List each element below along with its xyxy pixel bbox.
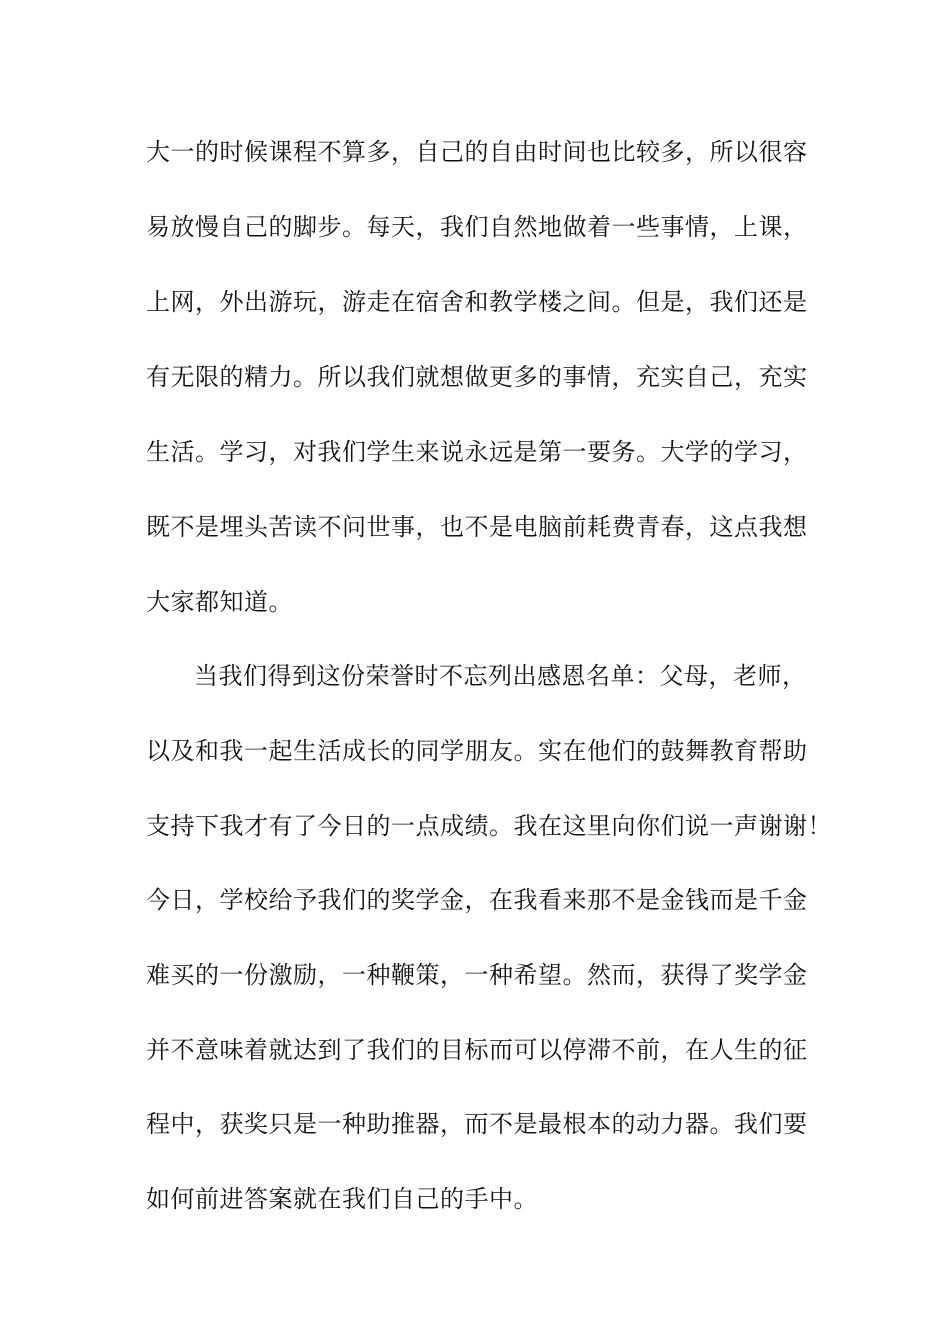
paragraph-2-line-3: 支持下我才有了今日的一点成绩。我在这里向你们说一声谢谢！ xyxy=(146,812,832,840)
paragraph-2-line-5: 难买的一份激励，一种鞭策，一种希望。然而，获得了奖学金 xyxy=(146,961,808,989)
paragraph-2-line-6: 并不意味着就达到了我们的目标而可以停滞不前，在人生的征 xyxy=(146,1036,808,1064)
paragraph-1-line-6: 既不是埋头苦读不问世事，也不是电脑前耗费青春，这点我想 xyxy=(146,513,808,541)
paragraph-1-line-3: 上网，外出游玩，游走在宿舍和教学楼之间。但是，我们还是 xyxy=(146,288,808,316)
paragraph-2-line-2: 以及和我一起生活成长的同学朋友。实在他们的鼓舞教育帮助 xyxy=(146,737,808,765)
paragraph-2-line-7: 程中，获奖只是一种助推器，而不是最根本的动力器。我们要 xyxy=(146,1110,808,1138)
paragraph-2-line-4: 今日，学校给予我们的奖学金，在我看来那不是金钱而是千金 xyxy=(146,886,808,914)
paragraph-1-line-7: 大家都知道。 xyxy=(146,588,293,616)
paragraph-2-line-8: 如何前进答案就在我们自己的手中。 xyxy=(146,1185,538,1213)
paragraph-1-line-1: 大一的时候课程不算多，自己的自由时间也比较多，所以很容 xyxy=(146,138,808,166)
paragraph-1-line-5: 生活。学习，对我们学生来说永远是第一要务。大学的学习， xyxy=(146,438,808,466)
paragraph-1-line-4: 有无限的精力。所以我们就想做更多的事情，充实自己，充实 xyxy=(146,363,808,391)
paragraph-1-line-2: 易放慢自己的脚步。每天，我们自然地做着一些事情，上课， xyxy=(146,213,808,241)
paragraph-2-line-1: 当我们得到这份荣誉时不忘列出感恩名单：父母，老师， xyxy=(194,662,807,690)
